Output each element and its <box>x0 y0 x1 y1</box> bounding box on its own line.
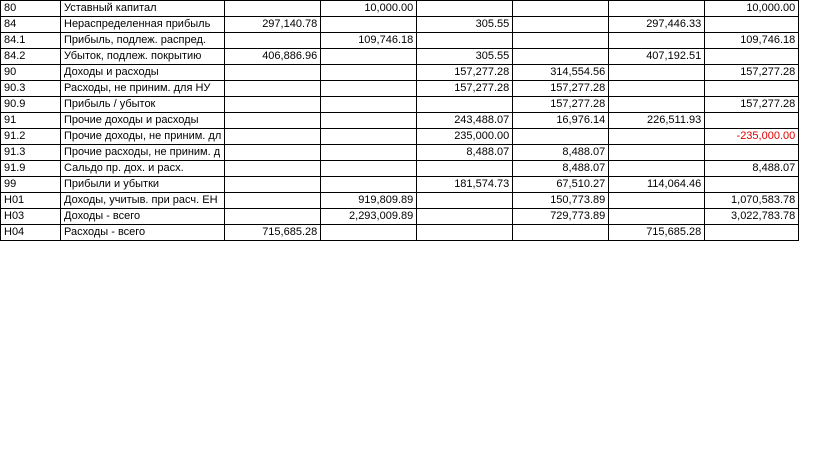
turnover-credit-cell[interactable]: 729,773.89 <box>513 209 609 225</box>
table-row <box>1 81 799 97</box>
turnover-debit-cell[interactable]: 305.55 <box>417 17 513 33</box>
turnover-debit-cell[interactable]: 157,277.28 <box>417 81 513 97</box>
closing-debit-cell[interactable] <box>609 33 705 49</box>
opening-debit-cell[interactable] <box>225 193 321 209</box>
table-row <box>1 177 799 193</box>
opening-credit-cell[interactable] <box>321 145 417 161</box>
closing-debit-cell[interactable] <box>609 209 705 225</box>
closing-credit-negative-cell[interactable]: -235,000.00 <box>705 129 799 145</box>
closing-debit-cell[interactable] <box>609 81 705 97</box>
turnover-debit-cell[interactable]: 157,277.28 <box>417 65 513 81</box>
turnover-credit-cell[interactable] <box>513 33 609 49</box>
opening-debit-cell[interactable] <box>225 81 321 97</box>
opening-debit-cell[interactable] <box>225 65 321 81</box>
turnover-credit-cell[interactable] <box>513 129 609 145</box>
closing-credit-cell[interactable] <box>705 113 799 129</box>
opening-credit-cell[interactable]: 919,809.89 <box>321 193 417 209</box>
account-code-cell[interactable]: 90 <box>1 65 61 81</box>
closing-debit-cell[interactable] <box>609 161 705 177</box>
turnover-debit-cell[interactable] <box>417 97 513 113</box>
closing-debit-cell[interactable] <box>609 1 705 17</box>
account-code-cell[interactable]: 80 <box>1 1 61 17</box>
account-code-cell[interactable]: 91.3 <box>1 145 61 161</box>
turnover-credit-cell[interactable] <box>513 17 609 33</box>
account-code-cell[interactable]: 84.1 <box>1 33 61 49</box>
opening-credit-cell[interactable] <box>321 65 417 81</box>
opening-debit-cell[interactable] <box>225 97 321 113</box>
account-name-cell[interactable]: Прочие расходы, не приним. д <box>61 145 225 161</box>
opening-debit-cell[interactable]: 297,140.78 <box>225 17 321 33</box>
closing-debit-cell[interactable] <box>609 193 705 209</box>
opening-credit-cell[interactable] <box>321 49 417 65</box>
closing-credit-cell[interactable]: 157,277.28 <box>705 65 799 81</box>
opening-credit-cell[interactable] <box>321 97 417 113</box>
opening-debit-cell[interactable] <box>225 33 321 49</box>
opening-debit-cell[interactable] <box>225 113 321 129</box>
turnover-credit-cell[interactable]: 67,510.27 <box>513 177 609 193</box>
turnover-credit-cell[interactable]: 8,488.07 <box>513 161 609 177</box>
account-name-cell[interactable]: Доходы - всего <box>61 209 225 225</box>
turnover-debit-cell[interactable]: 8,488.07 <box>417 145 513 161</box>
closing-debit-cell[interactable] <box>609 145 705 161</box>
closing-debit-cell[interactable] <box>609 129 705 145</box>
turnover-credit-cell[interactable] <box>513 225 609 241</box>
account-name-cell[interactable]: Уставный капитал <box>61 1 225 17</box>
account-code-cell[interactable]: 90.9 <box>1 97 61 113</box>
turnover-debit-cell[interactable] <box>417 161 513 177</box>
closing-credit-cell[interactable] <box>705 81 799 97</box>
account-code-cell[interactable]: 91.9 <box>1 161 61 177</box>
account-code-cell[interactable]: 84 <box>1 17 61 33</box>
opening-credit-cell[interactable] <box>321 177 417 193</box>
account-code-cell[interactable]: 84.2 <box>1 49 61 65</box>
closing-credit-cell[interactable] <box>705 17 799 33</box>
turnover-credit-cell[interactable]: 314,554.56 <box>513 65 609 81</box>
opening-credit-cell[interactable]: 2,293,009.89 <box>321 209 417 225</box>
account-code-cell[interactable]: Н03 <box>1 209 61 225</box>
opening-credit-cell[interactable] <box>321 81 417 97</box>
account-code-cell[interactable]: 90.3 <box>1 81 61 97</box>
account-name-cell[interactable]: Убыток, подлеж. покрытию <box>61 49 225 65</box>
opening-credit-cell[interactable] <box>321 129 417 145</box>
closing-credit-cell[interactable] <box>705 177 799 193</box>
table-row <box>1 1 799 17</box>
turnover-credit-cell[interactable] <box>513 49 609 65</box>
closing-credit-cell[interactable]: 109,746.18 <box>705 33 799 49</box>
turnover-debit-cell[interactable]: 235,000.00 <box>417 129 513 145</box>
turnover-credit-cell[interactable]: 150,773.89 <box>513 193 609 209</box>
account-name-cell[interactable]: Сальдо пр. дох. и расх. <box>61 161 225 177</box>
table-row <box>1 113 799 129</box>
closing-credit-cell[interactable]: 8,488.07 <box>705 161 799 177</box>
opening-debit-cell[interactable] <box>225 145 321 161</box>
table-row <box>1 17 799 33</box>
closing-debit-cell[interactable]: 114,064.46 <box>609 177 705 193</box>
account-name-cell[interactable]: Прибыль, подлеж. распред. <box>61 33 225 49</box>
table-row <box>1 97 799 113</box>
closing-credit-cell[interactable] <box>705 145 799 161</box>
table-row <box>1 225 799 241</box>
table-row <box>1 129 799 145</box>
opening-debit-cell[interactable] <box>225 209 321 225</box>
table-row <box>1 49 799 65</box>
closing-debit-cell[interactable] <box>609 97 705 113</box>
closing-credit-cell[interactable]: 10,000.00 <box>705 1 799 17</box>
closing-debit-cell[interactable] <box>609 65 705 81</box>
turnover-credit-cell[interactable]: 16,976.14 <box>513 113 609 129</box>
closing-debit-cell[interactable]: 297,446.33 <box>609 17 705 33</box>
account-name-cell[interactable]: Прочие доходы, не приним. дл <box>61 129 225 145</box>
turnover-debit-cell[interactable] <box>417 209 513 225</box>
opening-credit-cell[interactable]: 10,000.00 <box>321 1 417 17</box>
table-row <box>1 193 799 209</box>
table-row <box>1 161 799 177</box>
table-row <box>1 65 799 81</box>
account-name-cell[interactable]: Расходы - всего <box>61 225 225 241</box>
closing-credit-cell[interactable] <box>705 49 799 65</box>
closing-credit-cell[interactable]: 157,277.28 <box>705 97 799 113</box>
account-name-cell[interactable]: Расходы, не приним. для НУ <box>61 81 225 97</box>
turnover-debit-cell[interactable]: 181,574.73 <box>417 177 513 193</box>
table-row <box>1 145 799 161</box>
account-code-cell[interactable]: 91 <box>1 113 61 129</box>
opening-credit-cell[interactable] <box>321 161 417 177</box>
opening-debit-cell[interactable] <box>225 1 321 17</box>
closing-credit-cell[interactable]: 3,022,783.78 <box>705 209 799 225</box>
opening-debit-cell[interactable] <box>225 177 321 193</box>
closing-credit-cell[interactable] <box>705 225 799 241</box>
turnover-credit-cell[interactable]: 157,277.28 <box>513 81 609 97</box>
turnover-credit-cell[interactable] <box>513 1 609 17</box>
account-code-cell[interactable]: 99 <box>1 177 61 193</box>
account-name-cell[interactable]: Доходы и расходы <box>61 65 225 81</box>
opening-debit-cell[interactable]: 715,685.28 <box>225 225 321 241</box>
table-row <box>1 209 799 225</box>
turnover-debit-cell[interactable] <box>417 193 513 209</box>
turnover-debit-cell[interactable] <box>417 1 513 17</box>
closing-credit-cell[interactable]: 1,070,583.78 <box>705 193 799 209</box>
account-name-cell[interactable]: Прочие доходы и расходы <box>61 113 225 129</box>
account-name-cell[interactable]: Прибыль / убыток <box>61 97 225 113</box>
turnover-credit-cell[interactable]: 157,277.28 <box>513 97 609 113</box>
turnover-credit-cell[interactable]: 8,488.07 <box>513 145 609 161</box>
opening-credit-cell[interactable] <box>321 113 417 129</box>
opening-credit-cell[interactable]: 109,746.18 <box>321 33 417 49</box>
turnover-debit-cell[interactable] <box>417 33 513 49</box>
opening-credit-cell[interactable] <box>321 17 417 33</box>
account-name-cell[interactable]: Доходы, учитыв. при расч. ЕН <box>61 193 225 209</box>
closing-debit-cell[interactable]: 407,192.51 <box>609 49 705 65</box>
account-code-cell[interactable]: Н04 <box>1 225 61 241</box>
opening-debit-cell[interactable] <box>225 129 321 145</box>
account-code-cell[interactable]: Н01 <box>1 193 61 209</box>
turnover-debit-cell[interactable] <box>417 225 513 241</box>
closing-debit-cell[interactable]: 715,685.28 <box>609 225 705 241</box>
opening-debit-cell[interactable] <box>225 161 321 177</box>
table-row <box>1 33 799 49</box>
turnover-debit-cell[interactable]: 243,488.07 <box>417 113 513 129</box>
account-name-cell[interactable]: Прибыли и убытки <box>61 177 225 193</box>
closing-debit-cell[interactable]: 226,511.93 <box>609 113 705 129</box>
account-name-cell[interactable]: Нераспределенная прибыль <box>61 17 225 33</box>
opening-debit-cell[interactable]: 406,886.96 <box>225 49 321 65</box>
turnover-debit-cell[interactable]: 305.55 <box>417 49 513 65</box>
opening-credit-cell[interactable] <box>321 225 417 241</box>
account-code-cell[interactable]: 91.2 <box>1 129 61 145</box>
